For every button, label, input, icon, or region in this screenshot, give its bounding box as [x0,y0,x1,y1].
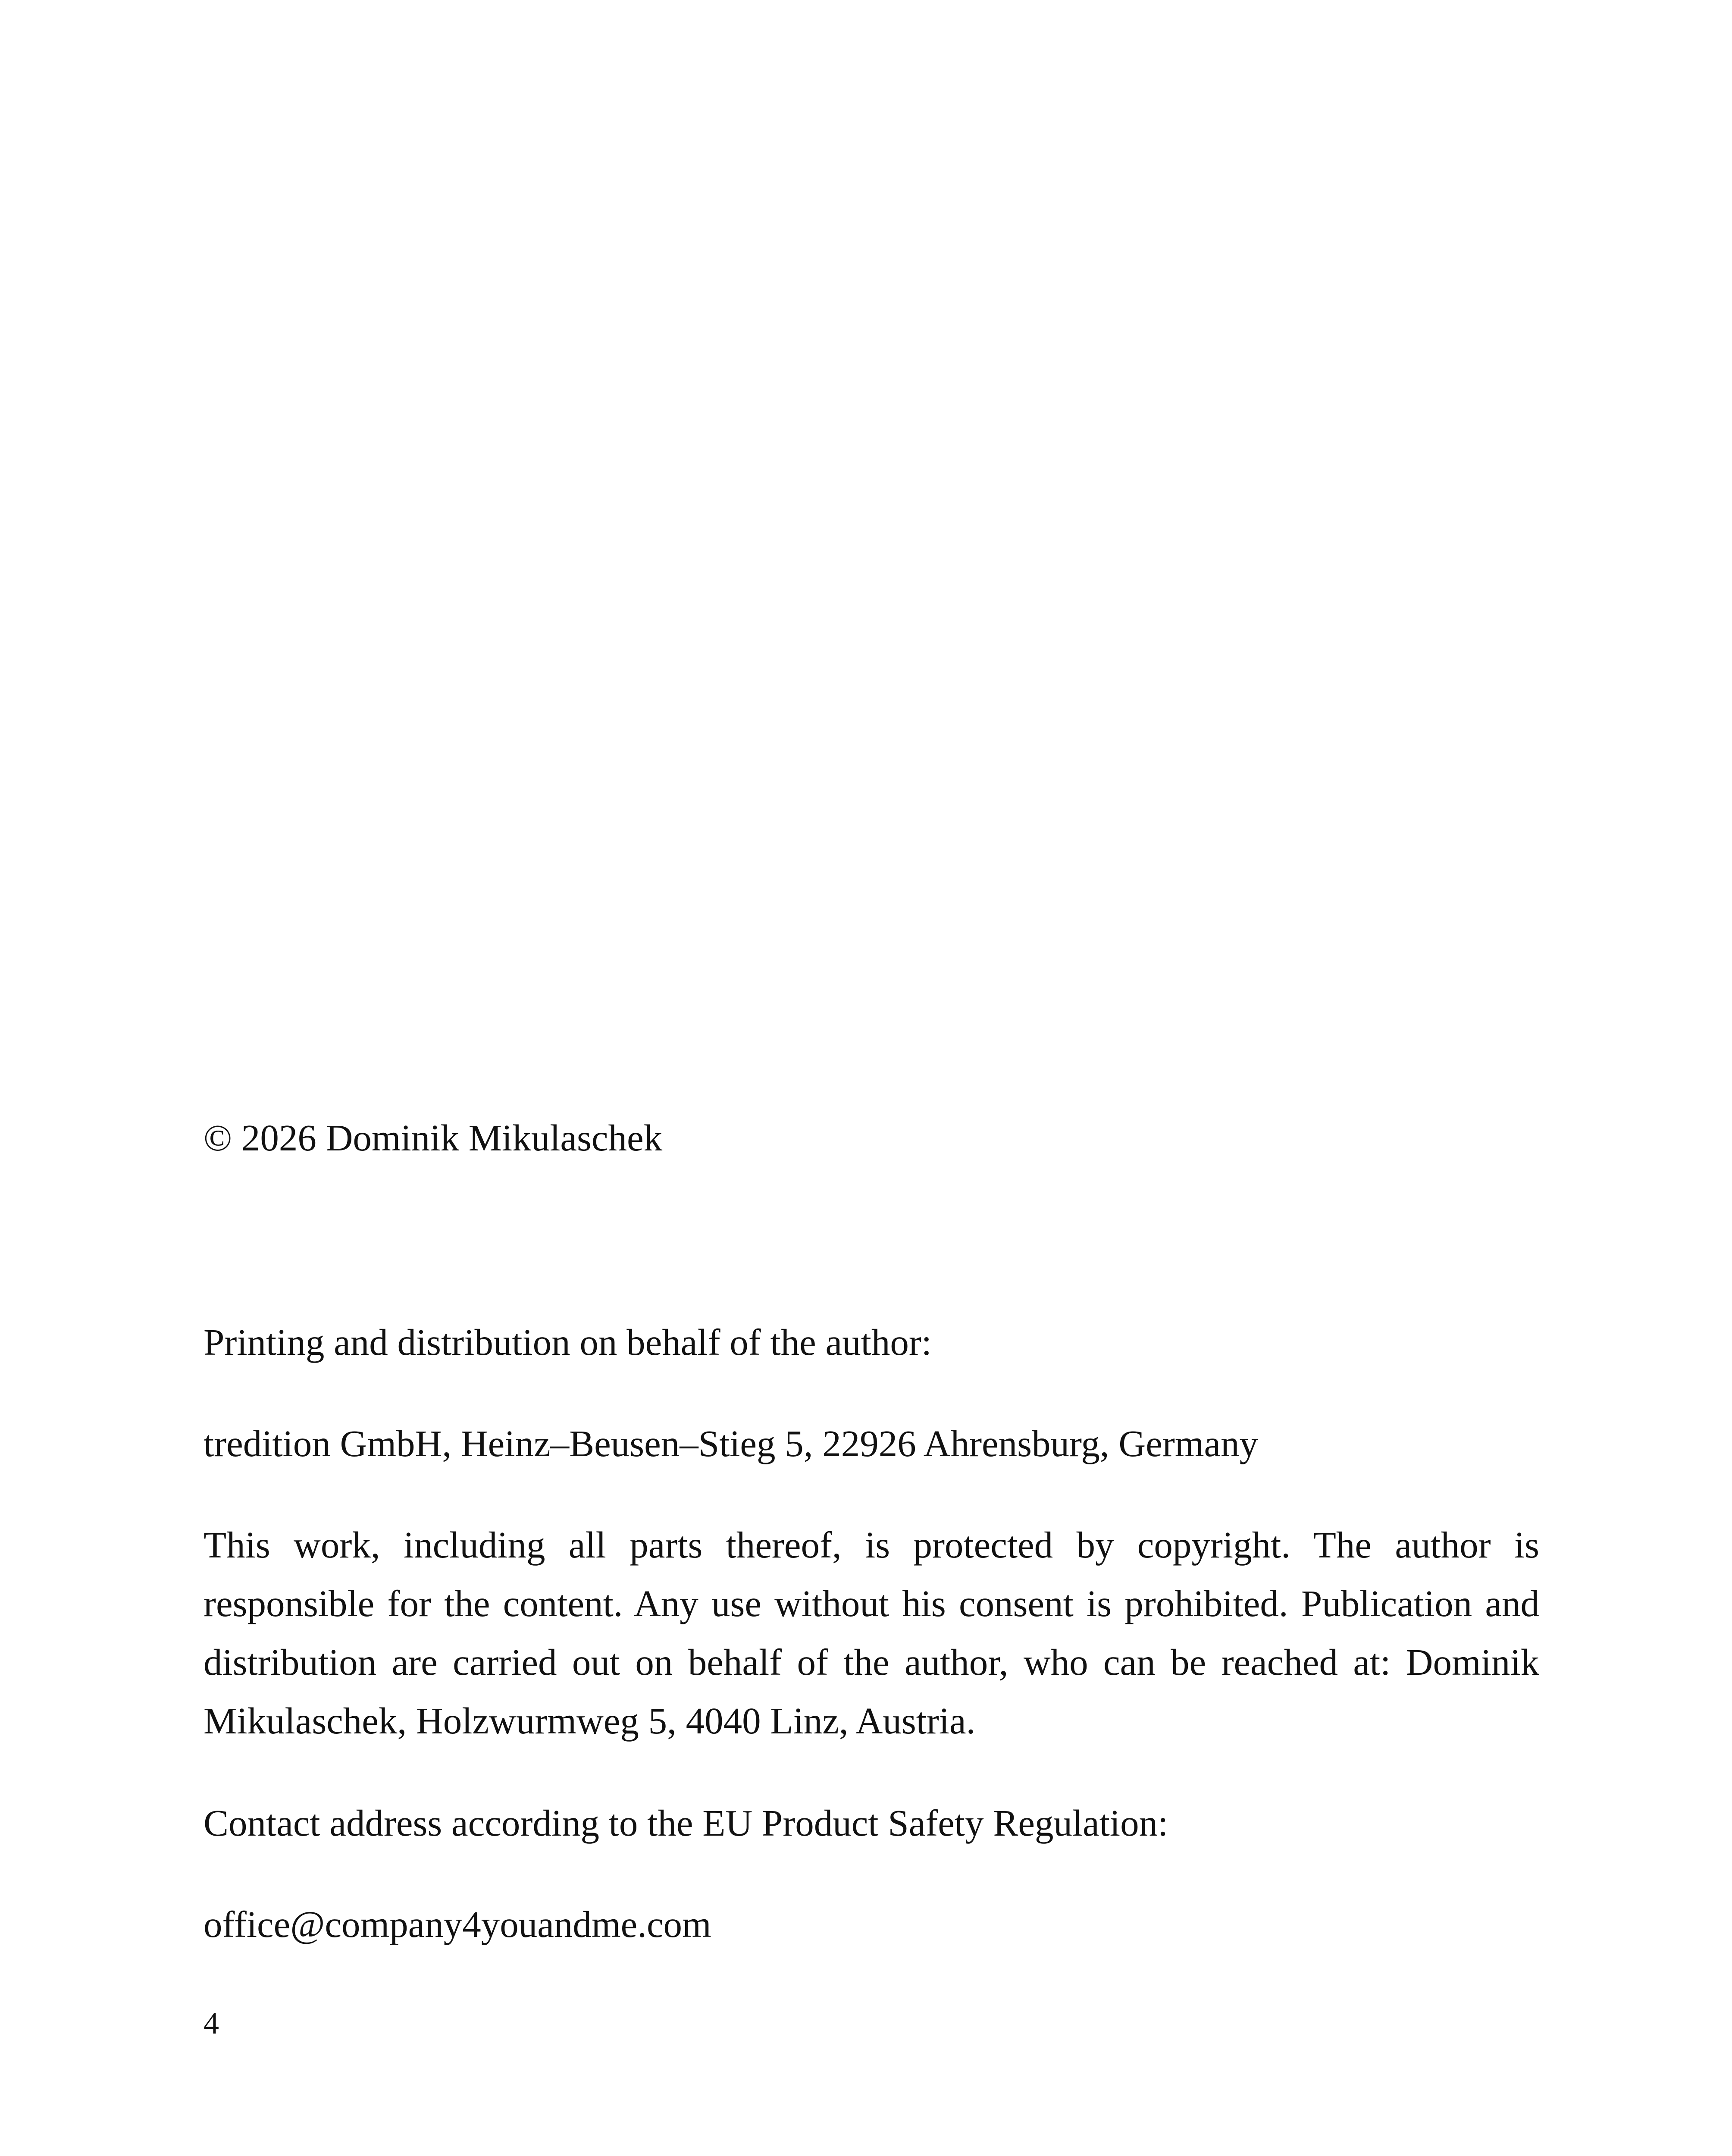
printing-distribution-heading: Printing and distribution on behalf of the author: [204,1321,932,1363]
copyright-line: © 2026 Dominik Mikulaschek [204,1117,663,1159]
product-safety-contact-heading: Contact address according to the EU Product Safety Regulation: [204,1802,1168,1844]
contact-email: office@company4youandme.com [204,1903,711,1945]
page-number: 4 [204,2006,219,2040]
publisher-address: tredition GmbH, Heinz–Beusen–Stieg 5, 22926 Ahrensburg, Germany [204,1423,1259,1464]
copyright-notice-paragraph: This work, including all parts thereof, is protected by copyright. The author is responsible for the content. Any use without his consent is prohibited. Publication and distribution are carried out on behalf of the author, who can be reached at: Dominik Mikulaschek, Holzwurmweg 5, 4040 Linz, Austria. [204,1524,1539,1742]
